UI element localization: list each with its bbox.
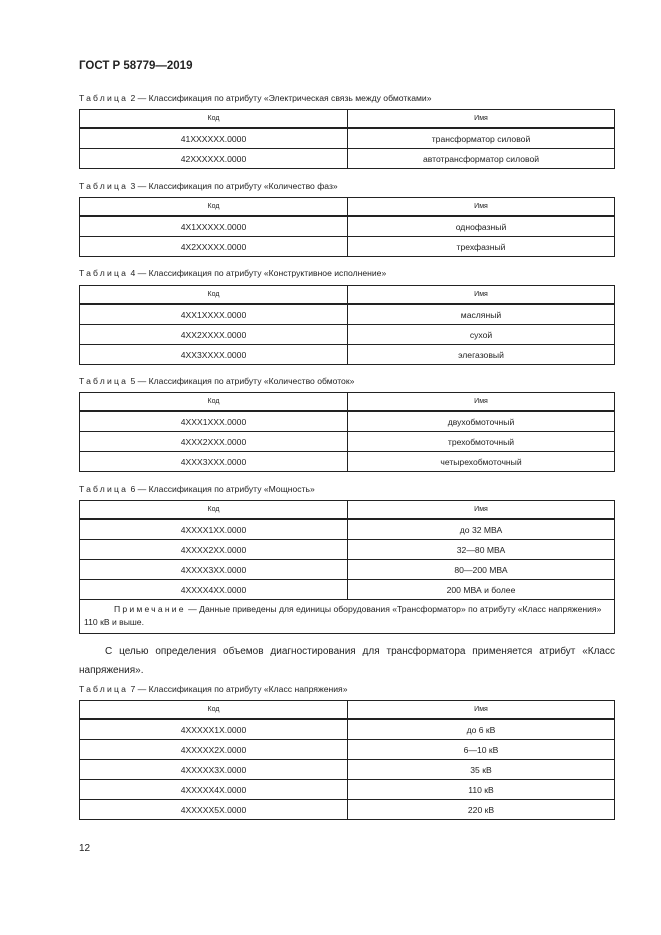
- table-row: [80, 800, 615, 820]
- table-row: [80, 325, 615, 345]
- classification-table: [79, 700, 615, 820]
- table-row: [80, 719, 615, 740]
- code-cell: 4XXX2XXX.0000: [80, 432, 348, 452]
- header-code: Код: [80, 286, 348, 305]
- table-row: [80, 411, 615, 432]
- table-row: [80, 452, 615, 472]
- code-cell: 4XXXX3XX.0000: [80, 560, 348, 580]
- table-row: [80, 128, 615, 149]
- code-cell: 4XXX3XXX.0000: [80, 452, 348, 472]
- table-header-row: [80, 286, 615, 305]
- code-cell: 4X2XXXXX.0000: [80, 237, 348, 257]
- code-cell: 4XXX1XXX.0000: [80, 411, 348, 432]
- code-cell: 4XXXX2XX.0000: [80, 540, 348, 560]
- header-name: Имя: [348, 393, 615, 412]
- table-title: — Классификация по атрибуту «Электрическая связь между обмотками»: [137, 93, 432, 103]
- code-cell: 4XXXXX5X.0000: [80, 800, 348, 820]
- classification-table: [79, 197, 615, 257]
- classification-table: [79, 109, 615, 169]
- name-cell: 220 кВ: [348, 800, 615, 820]
- name-cell: до 6 кВ: [348, 719, 615, 740]
- code-cell: 4XXXXX1X.0000: [80, 719, 348, 740]
- table-word: Таблица: [79, 181, 129, 191]
- name-cell: автотрансформатор силовой: [348, 149, 615, 169]
- table-header-row: [80, 701, 615, 720]
- name-cell: трехфазный: [348, 237, 615, 257]
- name-cell: четырехобмоточный: [348, 452, 615, 472]
- header-name: Имя: [348, 701, 615, 720]
- table-row: [80, 580, 615, 600]
- code-cell: 41XXXXXX.0000: [80, 128, 348, 149]
- table-word: Таблица: [79, 484, 129, 494]
- header-name: Имя: [348, 198, 615, 217]
- header-name: Имя: [348, 501, 615, 520]
- table-row: [80, 149, 615, 169]
- code-cell: 4XXXX4XX.0000: [80, 580, 348, 600]
- table-title: — Классификация по атрибуту «Количество обмоток»: [137, 376, 355, 386]
- table-row: [80, 237, 615, 257]
- table-title: — Классификация по атрибуту «Конструктивное исполнение»: [137, 268, 387, 278]
- code-cell: 4XX2XXXX.0000: [80, 325, 348, 345]
- header-code: Код: [80, 701, 348, 720]
- note-row: [80, 600, 615, 634]
- table-row: [80, 560, 615, 580]
- table-word: Таблица: [79, 93, 129, 103]
- table-caption: [79, 684, 347, 694]
- table-header-row: [80, 110, 615, 129]
- table-number: 4: [130, 268, 136, 278]
- classification-table: [79, 500, 615, 634]
- document-header: ГОСТ Р 58779—2019: [79, 60, 193, 72]
- header-code: Код: [80, 198, 348, 217]
- table-word: Таблица: [79, 684, 129, 694]
- name-cell: 32—80 МВА: [348, 540, 615, 560]
- name-cell: масляный: [348, 304, 615, 325]
- code-cell: 4XXXXX2X.0000: [80, 740, 348, 760]
- name-cell: сухой: [348, 325, 615, 345]
- table-caption: [79, 181, 338, 191]
- table-number: 5: [130, 376, 136, 386]
- table-header-row: [80, 501, 615, 520]
- name-cell: двухобмоточный: [348, 411, 615, 432]
- table-number: 3: [130, 181, 136, 191]
- name-cell: 110 кВ: [348, 780, 615, 800]
- page-number: 12: [79, 843, 91, 854]
- table-title: — Классификация по атрибуту «Мощность»: [137, 484, 315, 494]
- name-cell: 200 МВА и более: [348, 580, 615, 600]
- code-cell: 4XX1XXXX.0000: [80, 304, 348, 325]
- table-row: [80, 432, 615, 452]
- table-row: [80, 780, 615, 800]
- body-paragraph: С целью определения объемов диагностирования для трансформатора применяется атрибут «Класс напряжения».: [79, 646, 615, 676]
- note-text: — Данные приведены для единицы оборудования «Трансформатор» по атрибуту «Класс напряжения» 110 кВ и выше.: [84, 604, 602, 627]
- header-code: Код: [80, 393, 348, 412]
- table-row: [80, 304, 615, 325]
- code-cell: 4XXXXX3X.0000: [80, 760, 348, 780]
- code-cell: 4XX3XXXX.0000: [80, 345, 348, 365]
- code-cell: 4XXXX1XX.0000: [80, 519, 348, 540]
- name-cell: однофазный: [348, 216, 615, 237]
- table-row: [80, 216, 615, 237]
- name-cell: элегазовый: [348, 345, 615, 365]
- table-word: Таблица: [79, 376, 129, 386]
- code-cell: 4X1XXXXX.0000: [80, 216, 348, 237]
- table-caption: [79, 268, 386, 278]
- name-cell: до 32 МВА: [348, 519, 615, 540]
- table-word: Таблица: [79, 268, 129, 278]
- table-row: [80, 345, 615, 365]
- note-label: Примечание: [114, 604, 186, 614]
- classification-table: [79, 285, 615, 365]
- table-caption: [79, 484, 315, 494]
- name-cell: 35 кВ: [348, 760, 615, 780]
- table-row: [80, 519, 615, 540]
- table-caption: [79, 93, 431, 103]
- table-header-row: [80, 198, 615, 217]
- note-cell: [80, 600, 615, 634]
- code-cell: 42XXXXXX.0000: [80, 149, 348, 169]
- header-name: Имя: [348, 286, 615, 305]
- table-title: — Классификация по атрибуту «Класс напряжения»: [137, 684, 348, 694]
- table-header-row: [80, 393, 615, 412]
- table-row: [80, 540, 615, 560]
- table-number: 6: [130, 484, 136, 494]
- classification-table: [79, 392, 615, 472]
- table-title: — Классификация по атрибуту «Количество фаз»: [137, 181, 338, 191]
- name-cell: 80—200 МВА: [348, 560, 615, 580]
- header-name: Имя: [348, 110, 615, 129]
- table-number: 7: [130, 684, 136, 694]
- header-code: Код: [80, 110, 348, 129]
- table-number: 2: [130, 93, 136, 103]
- header-code: Код: [80, 501, 348, 520]
- table-row: [80, 740, 615, 760]
- name-cell: 6—10 кВ: [348, 740, 615, 760]
- code-cell: 4XXXXX4X.0000: [80, 780, 348, 800]
- name-cell: трансформатор силовой: [348, 128, 615, 149]
- table-row: [80, 760, 615, 780]
- table-caption: [79, 376, 354, 386]
- name-cell: трехобмоточный: [348, 432, 615, 452]
